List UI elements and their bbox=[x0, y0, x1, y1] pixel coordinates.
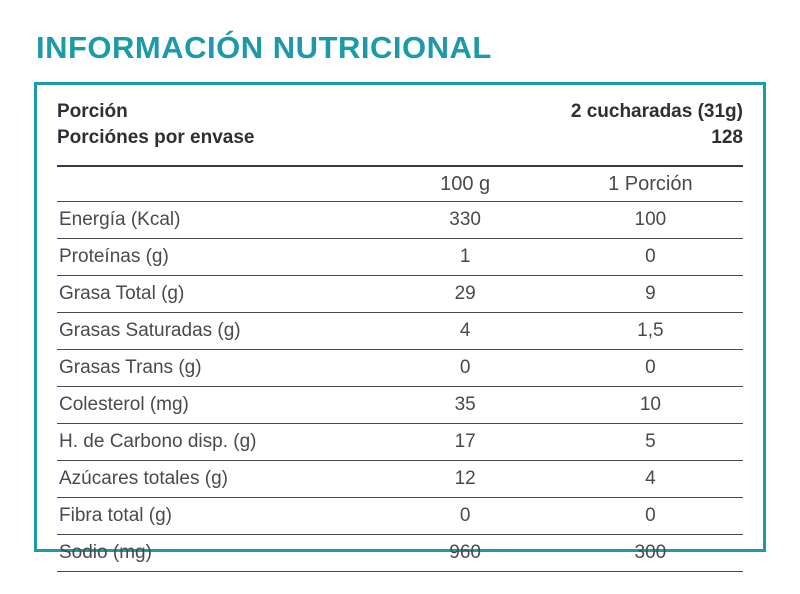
table-row bbox=[57, 461, 743, 498]
table-bottom-rule-row bbox=[57, 572, 743, 573]
nutrient-per-100g: 12 bbox=[373, 461, 558, 498]
servings-per-container-value: 128 bbox=[711, 127, 743, 148]
nutrient-name: Colesterol (mg) bbox=[57, 387, 373, 424]
servings-per-container-label: Porciónes por envase bbox=[57, 127, 255, 148]
nutrient-per-100g: 0 bbox=[373, 350, 558, 387]
nutrient-per-100g: 35 bbox=[373, 387, 558, 424]
nutrient-per-100g: 1 bbox=[373, 239, 558, 276]
nutrient-per-portion: 4 bbox=[558, 461, 743, 498]
nutrient-per-portion: 0 bbox=[558, 498, 743, 535]
nutrient-per-100g: 0 bbox=[373, 498, 558, 535]
nutrient-name: H. de Carbono disp. (g) bbox=[57, 424, 373, 461]
nutrient-per-100g: 4 bbox=[373, 313, 558, 350]
nutrient-per-100g: 330 bbox=[373, 202, 558, 239]
table-row bbox=[57, 239, 743, 276]
header-per-100g: 100 g bbox=[440, 172, 491, 195]
nutrient-per-100g: 960 bbox=[373, 535, 558, 572]
nutrient-name: Energía (Kcal) bbox=[57, 202, 373, 239]
nutrient-per-100g: 29 bbox=[373, 276, 558, 313]
serving-divider-line bbox=[57, 151, 743, 166]
servings-per-container-row bbox=[57, 125, 743, 151]
nutrient-per-portion: 0 bbox=[558, 239, 743, 276]
table-row bbox=[57, 387, 743, 424]
table-bottom-rule bbox=[57, 572, 743, 573]
header-blank bbox=[57, 166, 373, 202]
table-header-row bbox=[57, 166, 743, 202]
serving-separator bbox=[57, 151, 743, 166]
nutrient-per-portion: 10 bbox=[558, 387, 743, 424]
nutrient-name: Grasas Saturadas (g) bbox=[57, 313, 373, 350]
table-row bbox=[57, 424, 743, 461]
serving-size-value: 2 cucharadas (31g) bbox=[570, 101, 743, 122]
nutrient-per-portion: 9 bbox=[558, 276, 743, 313]
nutrient-name: Proteínas (g) bbox=[57, 239, 373, 276]
serving-size-row bbox=[57, 99, 743, 125]
nutrition-panel bbox=[34, 82, 766, 563]
table-row bbox=[57, 535, 743, 572]
nutrient-name: Sodio (mg) bbox=[57, 535, 373, 572]
nutrient-name: Azúcares totales (g) bbox=[57, 461, 373, 498]
table-row bbox=[57, 350, 743, 387]
nutrient-per-portion: 300 bbox=[558, 535, 743, 572]
nutrient-per-portion: 0 bbox=[558, 350, 743, 387]
table-row bbox=[57, 498, 743, 535]
header-per-portion: 1 Porción bbox=[608, 172, 693, 195]
nutrient-name: Fibra total (g) bbox=[57, 498, 373, 535]
nutrient-per-portion: 1,5 bbox=[558, 313, 743, 350]
table-row bbox=[57, 202, 743, 239]
nutrition-table bbox=[57, 99, 743, 572]
nutrient-per-100g: 17 bbox=[373, 424, 558, 461]
table-row bbox=[57, 276, 743, 313]
nutrient-per-portion: 100 bbox=[558, 202, 743, 239]
serving-size-label: Porción bbox=[57, 101, 128, 122]
nutrient-per-portion: 5 bbox=[558, 424, 743, 461]
nutrient-name: Grasas Trans (g) bbox=[57, 350, 373, 387]
nutrient-name: Grasa Total (g) bbox=[57, 276, 373, 313]
page-title: INFORMACIÓN NUTRICIONAL bbox=[36, 30, 492, 65]
table-row bbox=[57, 313, 743, 350]
